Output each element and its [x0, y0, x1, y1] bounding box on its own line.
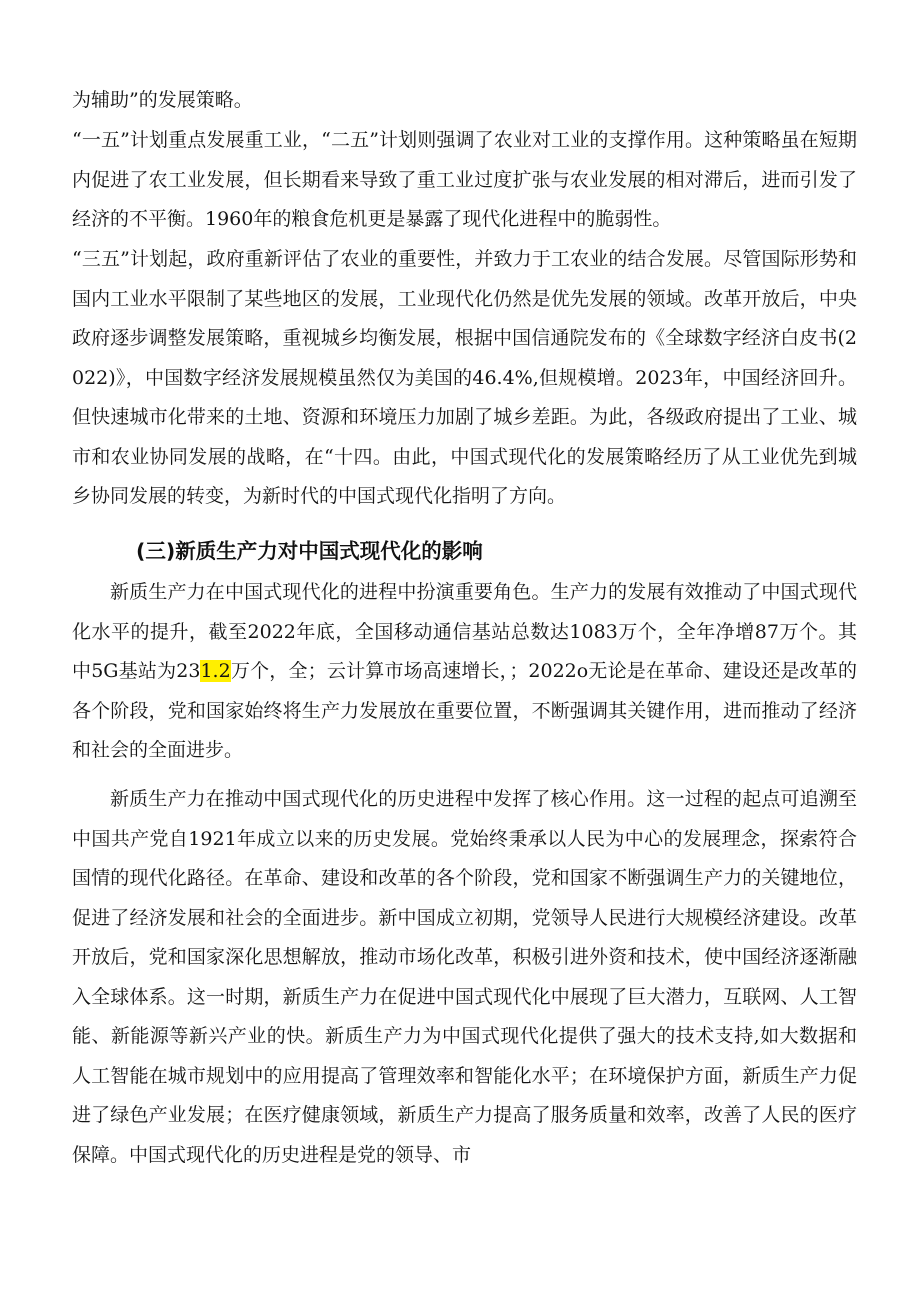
paragraph-1-tail: 为辅助”的发展策略。	[72, 89, 253, 111]
highlighted-number: 1.2	[200, 660, 231, 682]
paragraph-4-text-after: 万个，全；云计算市场高速增长，；2022o无论是在革命、建设还是改革的各个阶段，党和国家始终将生产力发展放在重要位置，不断强调其关键作用，进而推动了经济和社会的全面进步。	[72, 660, 857, 761]
paragraph-2: “一五”计划重点发展重工业，“二五”计划则强调了农业对工业的支撑作用。这种策略虽在短期内促进了农工业发展，但长期看来导致了重工业过度扩张与农业发展的相对滞后，进而引发了经济的不平衡。1960年的粮食危机更是暴露了现代化进程中的脆弱性。	[72, 129, 857, 230]
paragraph-3: “三五”计划起，政府重新评估了农业的重要性，并致力于工农业的结合发展。尽管国际形势和国内工业水平限制了某些地区的发展，工业现代化仍然是优先发展的领域。改革开放后，中央政府逐步调整发展策略，重视城乡均衡发展，根据中国信通院发布的《全球数字经济白皮书(2022)》，中国数字经济发展规模虽然仅为美国的46.4%,但规模增。2023年，中国经济回升。但快速城市化带来的土地、资源和环境压力加剧了城乡差距。为此，各级政府提出了工业、城市和农业协同发展的战略，在“十四。由此，中国式现代化的发展策略经历了从工业优先到城乡协同发展的转变，为新时代的中国式现代化指明了方向。	[72, 248, 857, 507]
section-heading: (三)新质生产力对中国式现代化的影响	[136, 539, 483, 563]
paragraph-5: 新质生产力在推动中国式现代化的历史进程中发挥了核心作用。这一过程的起点可追溯至中国共产党自1921年成立以来的历史发展。党始终秉承以人民为中心的发展理念，探索符合国情的现代化路径。在革命、建设和改革的各个阶段，党和国家不断强调生产力的关键地位，促进了经济发展和社会的全面进步。新中国成立初期，党领导人民进行大规模经济建设。改革开放后，党和国家深化思想解放，推动市场化改革，积极引进外资和技术，使中国经济逐渐融入全球体系。这一时期，新质生产力在促进中国式现代化中展现了巨大潜力，互联网、人工智能、新能源等新兴产业的快。新质生产力为中国式现代化提供了强大的技术支持,如大数据和人工智能在城市规划中的应用提高了管理效率和智能化水平；在环境保护方面，新质生产力促进了绿色产业发展；在医疗健康领域，新质生产力提高了服务质量和效率，改善了人民的医疗保障。中国式现代化的历史进程是党的领导、市	[72, 788, 857, 1166]
paragraph-4	[72, 573, 857, 771]
paragraph-4-text-before: 新质生产力在中国式现代化的进程中扮演重要角色。生产力的发展有效推动了中国式现代化水平的提升，截至2022年底，全国移动通信基站总数达1083万个，全年净增87万个。其中5G基站为23	[72, 581, 857, 682]
